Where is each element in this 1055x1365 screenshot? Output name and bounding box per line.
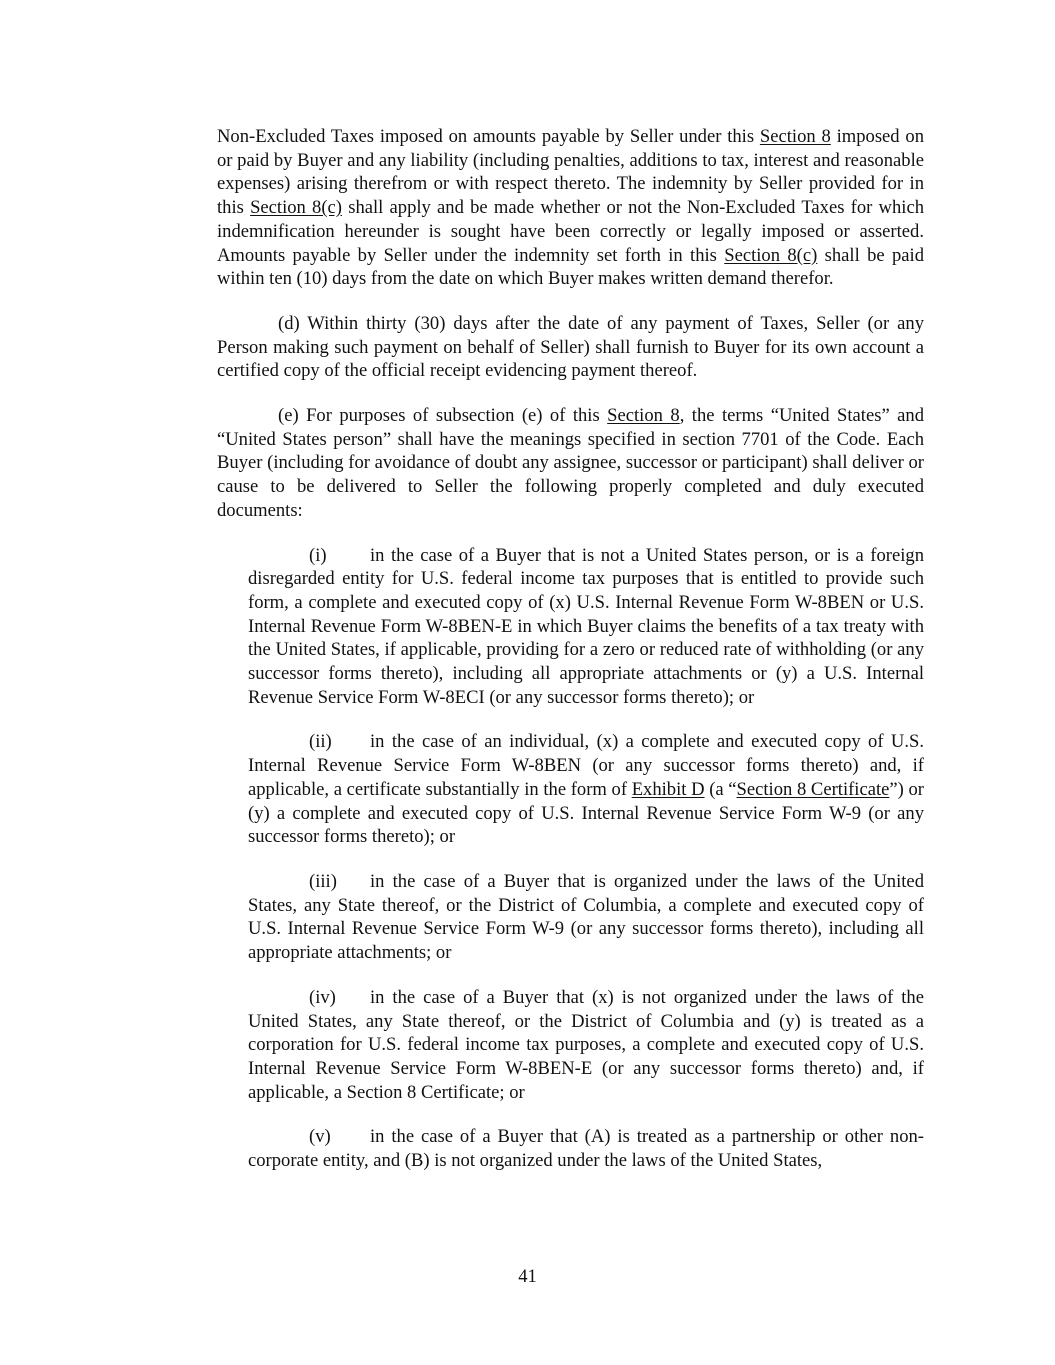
paragraph-text: (d) Within thirty (30) days after the date of any payment of Taxes, Seller (or any Person making such payment on behalf of Seller) shall furnish to Buyer for its own account a certified copy of the official receipt evidencing payment thereof.: [217, 312, 924, 382]
paragraph-text: shall apply and be made whether or not the Non-Excluded Taxes for which indemnification hereunder is sought have been correctly or legally imposed or asserted. Amounts payable by Seller under the indemnity set forth in this: [217, 197, 924, 266]
paragraph-text: Non-Excluded Taxes imposed on amounts payable by Seller under this: [217, 126, 760, 147]
subparagraph-text: ”) or (y) a complete and executed copy of U.S. Internal Revenue Service Form W-9 (or any successor forms thereto); or: [248, 778, 924, 848]
exhibit-reference: Exhibit D: [631, 778, 705, 800]
paragraph-text: shall be paid within ten (10) days from the date on which Buyer makes written demand therefor.: [217, 244, 924, 290]
subparagraph-text: in the case of a Buyer that is organized under the laws of the United States, any State thereof, or the District of Columbia, a complete and executed copy of U.S. Internal Revenue Service Form W-9 (or any successor forms thereto), including all appropriate attachments; or: [248, 870, 924, 964]
page-content: [217, 125, 924, 1173]
subparagraph-iv: [248, 986, 924, 1105]
section-reference: Section 8(c): [250, 197, 342, 219]
paragraph-section-8c-continued: [217, 125, 924, 291]
paragraph-text: imposed on or paid by Buyer and any liability (including penalties, additions to tax, interest and reasonable expenses) arising therefrom or with respect thereto. The indemnity by Seller provided for in this: [217, 126, 925, 219]
subparagraph-text: (a “: [704, 778, 737, 800]
paragraph-text: (e) For purposes of subsection (e) of this: [278, 405, 608, 427]
defined-term: Section 8 Certificate: [736, 778, 890, 800]
paragraph-e: [217, 404, 924, 523]
subparagraph-text: in the case of a Buyer that (x) is not organized under the laws of the United States, any State thereof, or the District of Columbia and (y) is treated as a corporation for U.S. federal income tax purposes, a complete and executed copy of U.S. Internal Revenue Service Form W-8BEN-E (or any successor forms thereto) and, if applicable, a Section 8 Certificate; or: [248, 986, 924, 1103]
section-reference: Section 8: [759, 126, 831, 147]
section-reference: Section 8: [607, 405, 680, 427]
subparagraph-text: in the case of a Buyer that (A) is treated as a partnership or other non-corporate entity, and (B) is not organized under the laws of the United States,: [248, 1126, 924, 1172]
subparagraph-number: (i): [309, 544, 327, 566]
paragraph-d: [217, 312, 924, 383]
subparagraph-number: (v): [309, 1126, 331, 1148]
subparagraph-number: (iv): [309, 986, 336, 1008]
subparagraph-ii: [248, 730, 924, 849]
subparagraph-text: in the case of an individual, (x) a complete and executed copy of U.S. Internal Revenue Service Form W-8BEN (or any successor forms thereto) and, if applicable, a certificate substantially in the form of: [248, 731, 924, 800]
subparagraph-iii: [248, 870, 924, 965]
paragraph-text: , the terms “United States” and “United States person” shall have the meanings specified in section 7701 of the Code. Each Buyer (including for avoidance of doubt any assignee, successor or participant) shall deliver or cause to be delivered to Seller the following properly completed and duly executed documents:: [217, 405, 925, 521]
subparagraph-text: in the case of a Buyer that is not a United States person, or is a foreign disregarded entity for U.S. federal income tax purposes that is entitled to provide such form, a complete and executed copy of (x) U.S. Internal Revenue Form W-8BEN or U.S. Internal Revenue Form W-8BEN-E in which Buyer claims the benefits of a tax treaty with the United States, if applicable, providing for a zero or reduced rate of withholding (or any successor forms thereto), including all appropriate attachments or (y) a U.S. Internal Revenue Service Form W-8ECI (or any successor forms thereto); or: [248, 544, 924, 708]
subparagraph-i: [248, 544, 924, 710]
subparagraph-v: [248, 1125, 924, 1172]
subparagraph-number: (iii): [309, 870, 337, 892]
section-reference: Section 8(c): [724, 244, 818, 266]
page-number: 41: [518, 1266, 537, 1287]
subparagraph-number: (ii): [309, 731, 332, 753]
